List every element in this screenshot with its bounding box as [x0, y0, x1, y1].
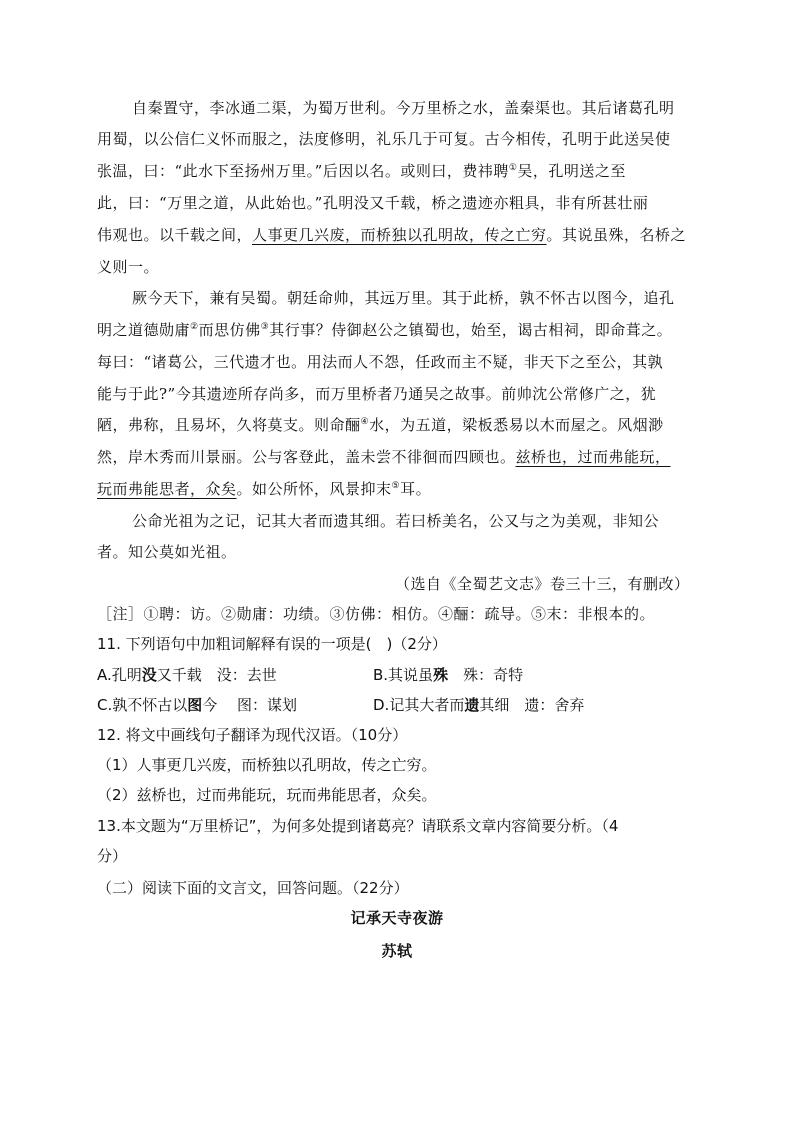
- option-a: [97, 664, 277, 685]
- text-span: 水，为五道，梁板悉易以木而屋之。风烟渺: [369, 416, 664, 434]
- note-marker: ①: [508, 163, 518, 173]
- p1-line-1: 自秦置守，李冰通二渠，为蜀万世利。今万里桥之水，盖秦渠也。其后诸葛孔明: [132, 99, 675, 117]
- text-span: 。如公所怀，风景抑末: [236, 480, 392, 498]
- text-span: 殊：奇特: [448, 666, 524, 684]
- bold-word: 遗: [464, 696, 480, 714]
- text-span: 耳。: [400, 480, 432, 498]
- next-text-title: 记承天寺夜游: [350, 909, 444, 927]
- annotation-notes: ［注］①聘：访。②勋庸：功绩。③仿佛：相仿。④酾：疏导。⑤末：非根本的。: [97, 605, 656, 623]
- text-span: 又千载 没：去世: [156, 666, 277, 684]
- text-span: C.孰不怀古以: [97, 696, 188, 714]
- next-text-author: 苏轼: [381, 942, 413, 960]
- p1-line-5: [97, 224, 686, 245]
- note-marker: ②: [190, 322, 199, 332]
- underlined-sentence-2-cont: 玩而弗能思者，众矣: [97, 480, 237, 498]
- underlined-sentence-2: 兹桥也，过而弗能玩，: [515, 448, 671, 466]
- p1-line-2: 用蜀，以公信仁义怀而服之，法度修明，礼乐几于可复。古今相传，孔明于此送吴使: [97, 130, 671, 148]
- p2-line-1: 厥今天下，兼有吴蜀。朝廷命帅，其远万里。其于此桥，孰不怀古以图今，追孔: [132, 289, 675, 307]
- p3-line-2: 者。知公莫如光祖。: [97, 543, 237, 561]
- question-13: 13.本文题为“万里桥记”，为何多处提到诸葛亮？请联系文章内容简要分析。（4: [97, 817, 619, 835]
- question-12-part-1: （1）人事更几兴废，而桥独以孔明故，传之亡穷。: [97, 756, 437, 774]
- text-span: B.其说虽: [373, 666, 434, 684]
- source-citation: （选自《全蜀艺文志》卷三十三，有删改）: [395, 575, 690, 593]
- bold-word: 图: [187, 696, 203, 714]
- underlined-sentence-1: 人事更几兴废，而桥独以孔明故，传之亡穷: [252, 226, 547, 244]
- p2-line-2: [97, 319, 672, 340]
- question-12: 12. 将文中画线句子翻译为现代汉语。（10分）: [97, 726, 408, 744]
- question-13-cont: 分）: [97, 847, 128, 865]
- text-span: 其细 遗：舍弃: [479, 696, 585, 714]
- text-span: 张温，曰：“此水下至扬州万里。”后因以名。或则曰，费祎聘: [97, 162, 509, 180]
- text-span: A.孔明: [97, 666, 142, 684]
- text-span: 明之道德勋庸: [97, 321, 191, 339]
- text-span: 然，岸木秀而川景丽。公与客登此，盖未尝不徘徊而四顾也。: [97, 448, 516, 466]
- p3-line-1: 公命光祖为之记，记其大者而遗其细。若曰桥美名，公又与之为美观，非知公: [132, 512, 660, 530]
- text-span: 陋，弗称，且易坏，久将莫支。则命酾: [97, 416, 361, 434]
- text-span: 今 图：谋划: [202, 696, 298, 714]
- note-marker: ③: [260, 322, 270, 332]
- p1-line-6: 义则一。: [97, 258, 160, 276]
- text-span: 而思仿佛: [198, 321, 261, 339]
- text-span: 吴，孔明送之至: [517, 162, 626, 180]
- section-2-heading: （二）阅读下面的文言文，回答问题。（22分）: [97, 879, 409, 897]
- p2-line-7: [97, 478, 431, 499]
- option-b: [373, 664, 523, 685]
- bold-word: 殊: [433, 666, 449, 684]
- text-span: 伟观也。以千载之间，: [97, 226, 253, 244]
- option-d: [373, 694, 584, 715]
- p1-line-4: 此，曰：“万里之道，从此始也。”孔明没又千载，桥之遗迹亦粗具，非有所甚壮丽: [97, 194, 649, 212]
- question-11: 11. 下列语句中加粗词解释有误的一项是( )（2分）: [97, 635, 447, 653]
- question-12-part-2: （2）兹桥也，过而弗能玩，玩而弗能思者，众矣。: [97, 786, 437, 804]
- option-c: [97, 694, 297, 715]
- text-span: 。其说虽殊，名桥之: [546, 226, 687, 244]
- text-span: D.记其大者而: [373, 696, 465, 714]
- text-span: 其行事？侍御赵公之镇蜀也，始至，谒古相祠，即命葺之。: [269, 321, 673, 339]
- p1-line-3: [97, 160, 626, 181]
- note-marker: ④: [360, 417, 370, 427]
- p2-line-6: [97, 446, 671, 467]
- p2-line-4: 能与于此?”今其遗迹所存尚多，而万里桥者乃通吴之故事。前帅沈公常修广之，犹: [97, 385, 657, 403]
- bold-word: 没: [141, 666, 157, 684]
- p2-line-5: [97, 414, 664, 435]
- p2-line-3: 每曰：“诸葛公，三代遗才也。用法而人不怨，任政而主不疑，非天下之至公，其孰: [97, 353, 664, 371]
- note-marker: ⑤: [391, 481, 401, 491]
